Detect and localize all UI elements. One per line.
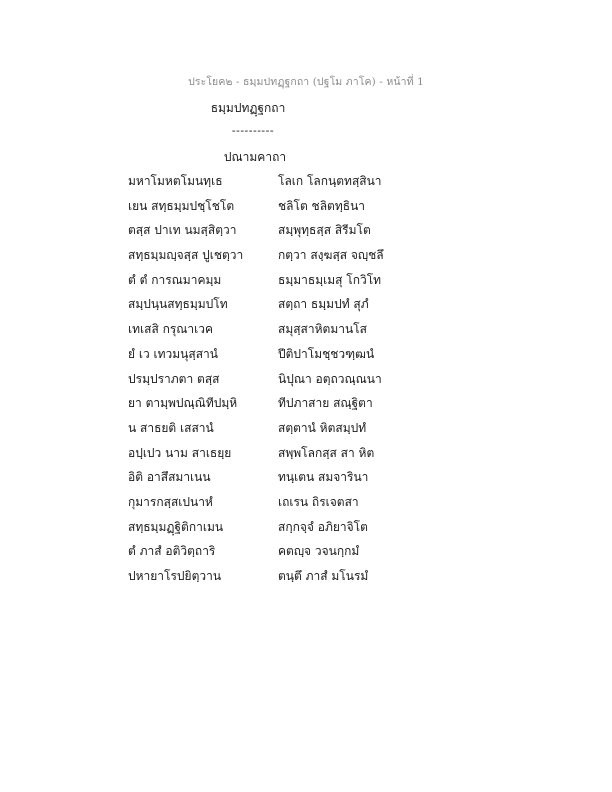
verse-row bbox=[0, 197, 612, 222]
verse-second-half: ทีปภาสาย สณฺฐิตา bbox=[278, 396, 373, 411]
verse-first-half: สทฺธมฺมญฺจสฺส ปูเชตฺวา bbox=[128, 248, 244, 263]
verse-second-half: ทนฺเตน สมจารินา bbox=[278, 470, 369, 485]
verse-first-half: เยน สทฺธมฺมปชฺโชโต bbox=[128, 198, 235, 213]
verse-first-half: เทเสสิ กรุณาเวค bbox=[128, 322, 214, 337]
verse-second-half: กตฺวา สงฺฆสฺส จญฺชลึ bbox=[278, 248, 384, 263]
verse-second-half: ธมฺมาธมฺเมสุ โกวิโท bbox=[278, 272, 382, 287]
verse-second-half: ตนฺตึ ภาสํ มโนรมํ bbox=[278, 569, 369, 583]
verse-row bbox=[0, 320, 612, 345]
verse-first-half: สทฺธมฺมฏฺฐิติกาเมน bbox=[128, 519, 224, 534]
verse-first-half: มหาโมหตโมนทฺเธ bbox=[128, 174, 223, 188]
verse-row bbox=[0, 345, 612, 370]
verse-second-half: สมฺพุทฺธสฺส สิรีมโต bbox=[278, 223, 371, 238]
verse-first-half: ปหายาโรปยิตฺวาน bbox=[128, 569, 222, 583]
verse-second-half: สตฺตานํ หิตสมฺปทํ bbox=[278, 420, 367, 435]
verse-first-half: สมฺปนฺนสทฺธมฺมปโท bbox=[128, 297, 228, 312]
verse-row bbox=[0, 221, 612, 246]
verse-row bbox=[0, 518, 612, 543]
verse-first-half: ยํ เว เทวมนุสฺสานํ bbox=[128, 346, 218, 361]
verse-row bbox=[0, 172, 612, 197]
verse-row bbox=[0, 271, 612, 296]
verse-row bbox=[0, 493, 612, 518]
verse-first-half: น สาธยติ เสสานํ bbox=[128, 420, 214, 435]
verse-row bbox=[0, 246, 612, 271]
verse-second-half: ปีติปาโมชฺชวฑฺฒนํ bbox=[278, 346, 375, 361]
verse-second-half: สตฺถา ธมฺมปทํ สุภํ bbox=[278, 297, 369, 312]
verse-second-half: ชลิโต ชลิตทฺธินา bbox=[278, 198, 366, 213]
verse-first-half: ยา ตามฺพปณฺณิทีปมฺหิ bbox=[128, 396, 238, 411]
verse-first-half: อปฺเปว นาม สาเธยฺย bbox=[128, 445, 232, 460]
verse-first-half: ตํ ภาสํ อติวิตฺถาริ bbox=[128, 544, 216, 559]
verse-row bbox=[0, 468, 612, 493]
verse-second-half: สมุสฺสาหิตมานโส bbox=[278, 322, 367, 337]
verse-list bbox=[0, 172, 612, 592]
running-header: ประโยค๒ - ธมฺมปทฏฺฐกถา (ปฐโม ภาโค) - หน้าที่ 1 bbox=[188, 76, 424, 88]
verse-first-half: กุมารกสฺสเปนาหํ bbox=[128, 494, 213, 509]
verse-row bbox=[0, 567, 612, 592]
verse-second-half: สพฺพโลกสฺส สา หิต bbox=[278, 445, 375, 460]
verse-row bbox=[0, 444, 612, 469]
verse-row bbox=[0, 295, 612, 320]
verse-second-half: นิปุณา อตฺถวณฺณนา bbox=[278, 371, 382, 386]
verse-second-half: คตญฺจ วจนกฺกมํ bbox=[278, 544, 360, 559]
verse-second-half: เถเรน ถิรเจตสา bbox=[278, 494, 359, 509]
title-separator: ---------- bbox=[231, 124, 275, 137]
verse-first-half: อิติ อาสึสมาเนน bbox=[128, 470, 211, 485]
document-title: ธมฺมปทฏฺฐกถา bbox=[210, 101, 286, 115]
verse-row bbox=[0, 542, 612, 567]
verse-first-half: ตสฺส ปาเท นมสฺสิตฺวา bbox=[128, 223, 237, 238]
verse-second-half: โลเก โลกนฺตทสฺสินา bbox=[278, 174, 382, 188]
verse-first-half: ปรมฺปราภตา ตสฺส bbox=[128, 371, 220, 386]
verse-row bbox=[0, 370, 612, 395]
section-title: ปณามคาถา bbox=[223, 150, 287, 164]
verse-row bbox=[0, 419, 612, 444]
verse-first-half: ตํ ตํ การณมาคมฺม bbox=[128, 272, 222, 287]
verse-second-half: สกฺกจฺจํ อภิยาจิโต bbox=[278, 519, 368, 534]
verse-row bbox=[0, 394, 612, 419]
